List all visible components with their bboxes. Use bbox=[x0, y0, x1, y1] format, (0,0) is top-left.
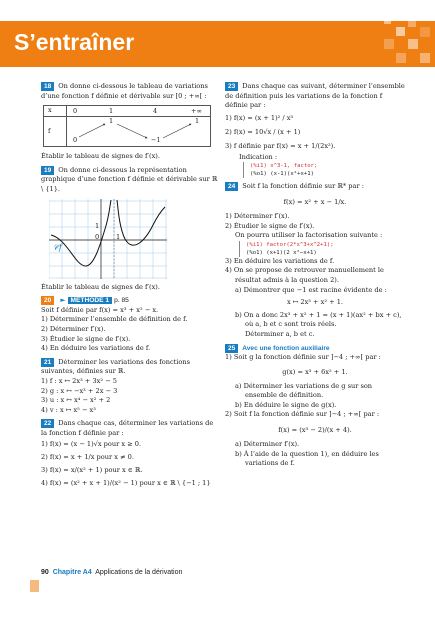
formula: f(x) = x² + x − 1/x. bbox=[283, 197, 347, 206]
formula: g(x) = x³ + 6x² + 1. bbox=[282, 367, 348, 376]
exercise-18 bbox=[41, 82, 220, 162]
arrow-icon: ► bbox=[60, 296, 66, 305]
left-column bbox=[41, 82, 220, 494]
exercise-question: Établir le tableau de signes de f′(x). bbox=[41, 282, 160, 291]
variation-arrows bbox=[67, 117, 207, 147]
exercise-question: Établir le tableau de signes de f′(x). bbox=[41, 152, 160, 161]
x-value: +∞ bbox=[191, 107, 202, 116]
exercise-text: Soit f la fonction définie sur ℝ* par : bbox=[242, 182, 364, 191]
exercise-number: 23 bbox=[225, 82, 238, 91]
list-item: 3) f(x) = x/(x² + 1) pour x ∈ ℝ. bbox=[41, 466, 143, 475]
f-value: 0 bbox=[73, 136, 78, 145]
indication-label: Indication : bbox=[239, 152, 278, 161]
list-item: On pourra utiliser la factorisation suivante : bbox=[235, 231, 383, 240]
list-item: b) On a donc 2x³ + x² + 1 = (x + 1)(ax² + bx + c), où a, b et c sont trois réels. bbox=[235, 310, 402, 329]
list-item: 1) f(x) = (x − 1)√x pour x ≥ 0. bbox=[41, 440, 142, 449]
exercise-25 bbox=[225, 344, 405, 469]
exercise-number: 18 bbox=[41, 82, 54, 91]
exercise-title: Avec une fonction auxiliaire bbox=[242, 344, 330, 352]
exercise-text: Dans chaque cas suivant, déterminer l’ensemble de définition puis les variations de la fonction f définie par : bbox=[225, 82, 405, 110]
decor-tile bbox=[396, 27, 405, 36]
corner-marker bbox=[30, 580, 39, 592]
list-item: Déterminer a, b et c. bbox=[245, 329, 315, 338]
f-value: 1 bbox=[195, 117, 200, 126]
exercise-text: On donne ci-dessous la représentation graphique d’une fonction f définie et dérivable sur ℝ \ {1}. bbox=[41, 165, 218, 193]
method-link[interactable]: MÉTHODE 1 bbox=[68, 297, 112, 304]
exercise-number: 22 bbox=[41, 419, 54, 428]
right-column bbox=[225, 82, 405, 473]
chapter-title: Applications de la dérivation bbox=[95, 569, 183, 576]
list-item: 2) Étudier le signe de f′(x). bbox=[225, 221, 315, 230]
exercise-number: 25 bbox=[225, 344, 238, 353]
y-tick-label: 1 bbox=[95, 221, 100, 230]
list-item: 3) u : x ↦ x⁴ − x² + 2 bbox=[41, 396, 111, 405]
list-item: 1) Déterminer f′(x). bbox=[225, 211, 290, 220]
origin-label: 0 bbox=[95, 232, 100, 241]
page-footer bbox=[41, 569, 182, 576]
graph-canvas bbox=[49, 199, 167, 279]
decor-tile bbox=[420, 27, 430, 37]
table-f-label: f bbox=[44, 117, 67, 147]
exercise-number: 21 bbox=[41, 358, 54, 367]
code-line: (%i1) factor(2*x^3+x^2+1); bbox=[246, 241, 334, 248]
decor-tile bbox=[396, 53, 406, 63]
exercise-22 bbox=[41, 419, 220, 490]
x-value: 0 bbox=[73, 107, 78, 116]
formula: f(x) = (x³ − 2)/(x + 4). bbox=[278, 426, 352, 435]
list-item: b) En déduire le signe de g(x). bbox=[235, 400, 337, 409]
exercise-number: 24 bbox=[225, 182, 238, 191]
code-block bbox=[239, 241, 405, 257]
list-item: 1) f(x) = (x + 1)² / x³ bbox=[225, 113, 294, 122]
list-item: a) Déterminer les variations de g sur son ensemble de définition. bbox=[235, 381, 373, 400]
decor-tile bbox=[408, 39, 418, 49]
list-item: 1) Soit g la fonction définie sur ]−4 ; +∞[ par : bbox=[225, 353, 381, 362]
x-value: 1 bbox=[109, 107, 114, 116]
list-item: 4) f(x) = (x² + x + 1)/(x² − 1) pour x ∈ ℝ \ {−1 ; 1} bbox=[41, 479, 211, 488]
exercise-text: Dans chaque cas, déterminer les variations de la fonction f définie par : bbox=[41, 419, 214, 437]
exercise-number: 20 bbox=[41, 296, 54, 305]
list-item: 4) v : x ↦ x⁵ − x³ bbox=[41, 405, 96, 414]
exercise-24 bbox=[225, 182, 405, 339]
exercise-number: 19 bbox=[41, 166, 54, 175]
code-block bbox=[243, 162, 405, 178]
list-item: a) Déterminer f′(x). bbox=[235, 440, 300, 449]
list-item: 2) f(x) = x + 1/x pour x ≠ 0. bbox=[41, 453, 134, 462]
function-graph bbox=[49, 199, 167, 279]
x-value: 4 bbox=[153, 107, 158, 116]
list-item: 1) f : x ↦ 2x³ + 3x² − 5 bbox=[41, 376, 117, 385]
decor-tile bbox=[384, 17, 391, 24]
decor-tile bbox=[408, 19, 416, 27]
x-tick-label: 1 bbox=[116, 232, 121, 241]
list-item: 4) On se propose de retrouver manuellement le résultat admis à la question 2). bbox=[225, 266, 384, 284]
list-item: 4) En déduire les variations de f. bbox=[41, 344, 151, 353]
list-item: 2) f(x) = 10√x / (x + 1) bbox=[225, 127, 301, 136]
f-value: 1 bbox=[109, 117, 114, 126]
page-title: S’entraîner bbox=[14, 29, 135, 55]
curve-label: 𝒞f bbox=[53, 242, 62, 252]
formula: x ↦ 2x³ + x² + 1. bbox=[286, 298, 344, 307]
list-item: 2) Soit f la fonction définie sur ]−4 ; +∞[ par : bbox=[225, 410, 380, 419]
table-x-label: x bbox=[44, 106, 67, 117]
exercise-text: On donne ci-dessous le tableau de variations d’une fonction f définie et dérivable sur [0 ; +∞[ : bbox=[41, 82, 208, 100]
page-ref: p. 85 bbox=[114, 297, 129, 305]
list-item: 2) Déterminer f′(x). bbox=[41, 324, 106, 333]
list-item: 3) Étudier le signe de f′(x). bbox=[41, 334, 131, 343]
list-item: 3) En déduire les variations de f. bbox=[225, 256, 335, 265]
decor-tile bbox=[384, 39, 394, 49]
exercise-23 bbox=[225, 82, 405, 178]
exercise-20 bbox=[41, 296, 220, 354]
list-item: a) Démontrer que −1 est racine évidente de : bbox=[235, 285, 387, 294]
exercise-intro: Soit f définie par f(x) = x³ + x² − x. bbox=[41, 305, 159, 314]
list-item: b) À l’aide de la question 1), en déduire les variations de f. bbox=[235, 449, 379, 468]
list-item: 2) g : x ↦ −x³ + 2x − 3 bbox=[41, 386, 118, 395]
exercise-19 bbox=[41, 166, 220, 292]
decor-tile bbox=[420, 53, 430, 63]
f-value: −1 bbox=[151, 136, 161, 145]
list-item: 1) Déterminer l’ensemble de définition de f. bbox=[41, 315, 188, 324]
chapter-label: Chapitre A4 bbox=[52, 569, 92, 576]
exercise-text: Déterminer les variations des fonctions suivantes, définies sur ℝ. bbox=[41, 357, 190, 376]
exercise-21 bbox=[41, 358, 220, 416]
header-banner bbox=[0, 21, 435, 67]
code-line: (%o1) (x+1)(2 x²−x+1) bbox=[246, 249, 317, 256]
list-item: 3) f définie par f(x) = x + 1/(2x²). bbox=[225, 141, 336, 150]
variation-table bbox=[43, 105, 211, 147]
page-number: 90 bbox=[41, 569, 49, 576]
code-line: (%o1) (x-1)(x²+x+1) bbox=[250, 171, 314, 178]
code-line: (%i1) x^3-1, factor; bbox=[250, 163, 318, 170]
